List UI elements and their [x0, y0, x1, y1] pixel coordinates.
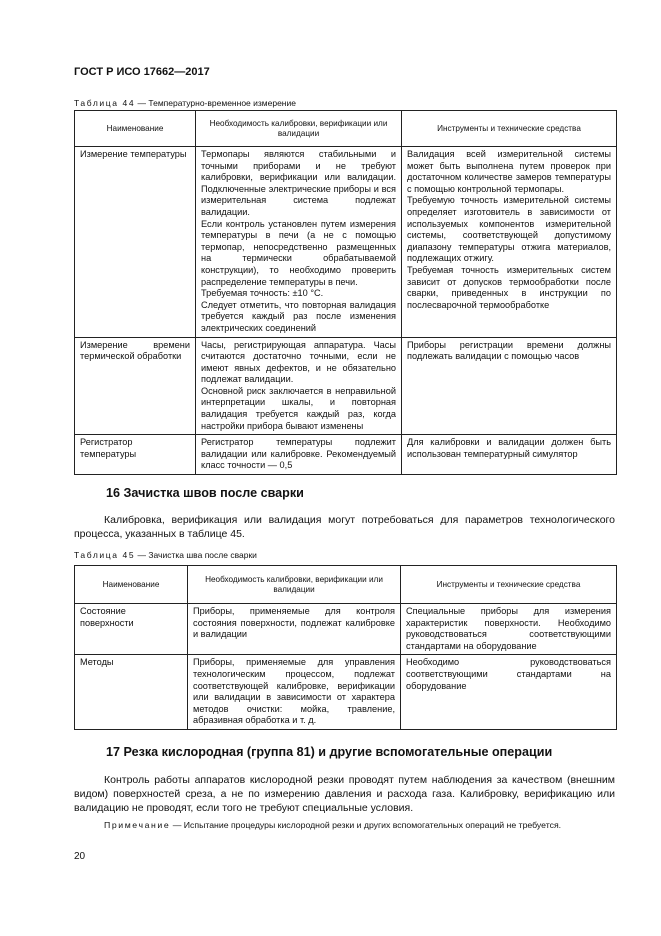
table45-caption-title: — Зачистка шва после сварки	[135, 550, 257, 560]
table45-header-tools: Инструменты и технические средства	[401, 566, 617, 604]
table44-caption	[74, 98, 296, 108]
section16-paragraph: Калибровка, верификация или валидация могут потребоваться для параметров технологического процесса, указанных в таблице 45.	[74, 514, 615, 540]
table44-row2-name: Измерение времени термической обработки	[75, 337, 196, 435]
cell-paragraph: Термопары являются стабильными и точными приборами и не требуют калибровки, верификации или валидации. Подключенные электрические приборы и вся измерительная система подлежат валидации.	[201, 149, 396, 217]
section17-note	[74, 819, 615, 831]
cell-paragraph: Специальные приборы для измерения характеристик поверхности. Необходимо руководствоваться соответствующими стандартами на оборудование	[406, 606, 611, 651]
cell-paragraph: Приборы регистрации времени должны подлежать валидации с помощью часов	[407, 339, 611, 362]
cell-paragraph: Для калибровки и валидации должен быть использован температурный симулятор	[407, 437, 611, 459]
cell-paragraph: Приборы, применяемые для управления технологическим процессом, подлежат соответствующей калибровке, верификации или валидации в зависимости от характера методов очистки: мойка, травление, абразивная обработка и т. д.	[193, 657, 395, 726]
table-row	[75, 655, 617, 730]
table44-header-need: Необходимость калибровки, верификации или валидации	[196, 111, 402, 147]
table45-row2-name: Методы	[75, 655, 188, 730]
cell-paragraph: Необходимо руководствоваться соответствующими стандартами на оборудование	[406, 657, 611, 691]
standard-header: ГОСТ Р ИСО 17662—2017	[74, 66, 210, 78]
table45-header-row	[75, 566, 617, 604]
table44-row1-name: Измерение температуры	[75, 147, 196, 338]
table45-header-name: Наименование	[75, 566, 188, 604]
table44-row1-tools	[402, 147, 617, 338]
table44-header-row	[75, 111, 617, 147]
table-row	[75, 604, 617, 655]
table44-row2-need	[196, 337, 402, 435]
cell-paragraph: Основной риск заключается в неправильной интерпретации шкалы, и повторная валидация требуется каждый раз, когда настройки прибора бывают изменены	[201, 385, 396, 431]
note-text: — Испытание процедуры кислородной резки и других вспомогательных операций не требуется.	[170, 820, 562, 830]
table44-header-tools: Инструменты и технические средства	[402, 111, 617, 147]
cell-paragraph: Следует отметить, что повторная валидация требуется каждый раз после изменения электрических соединений	[201, 299, 396, 333]
table-44	[74, 110, 617, 475]
table45-caption	[74, 550, 257, 560]
table45-row2-need	[188, 655, 401, 730]
table44-header-name: Наименование	[75, 111, 196, 147]
table44-row3-need	[196, 435, 402, 475]
table45-row1-tools	[401, 604, 617, 655]
table-45	[74, 565, 617, 730]
table44-row3-name: Регистратор температуры	[75, 435, 196, 475]
table44-caption-title: — Температурно-временное измерение	[135, 98, 296, 108]
cell-paragraph: Требуемая точность: ±10 °С.	[201, 288, 324, 299]
cell-paragraph: Требуемая точность измерительных систем зависит от допусков термообработки после сварки, приведенных в инструкции по послесварочной термообработке	[407, 264, 611, 310]
cell-paragraph: Регистратор температуры подлежит валидации или калибровке. Рекомендуемый класс точности — 0,5	[201, 437, 396, 471]
table44-caption-label: Таблица 44	[74, 98, 136, 108]
cell-paragraph: Требуемую точность измерительной системы определяет изготовитель в зависимости от используемых компонентов измерительной системы, соответствующей допустимому диапазону температуры отжига материалов, подлежащих отжигу.	[407, 195, 611, 264]
table45-row1-need	[188, 604, 401, 655]
note-label: Примечание	[104, 820, 171, 830]
cell-paragraph: Часы, регистрирующая аппаратура. Часы считаются достаточно точными, если не имеют явных дефектов, и не обязательно подлежат валидации.	[201, 339, 396, 385]
table-row	[75, 435, 617, 475]
section16-heading: 16 Зачистка швов после сварки	[106, 486, 304, 500]
section17-heading: 17 Резка кислородная (группа 81) и другие вспомогательные операции	[106, 745, 553, 759]
cell-paragraph: Валидация всей измерительной системы может быть выполнена путем проверок при достаточном количестве замеров температуры с помощью контрольной термопары.	[407, 149, 611, 194]
table44-row2-tools	[402, 337, 617, 435]
table45-header-need: Необходимость калибровки, верификации или валидации	[188, 566, 401, 604]
table45-caption-label: Таблица 45	[74, 550, 136, 560]
table45-row1-name: Состояние поверхности	[75, 604, 188, 655]
cell-paragraph: Если контроль установлен путем измерения температуры в печи (а не с помощью термопар, непосредственно размещенных на термически обрабатываемой конструкции), то необходимо проверить распределение температуры в печи.	[201, 218, 396, 287]
table-row	[75, 337, 617, 435]
table-row	[75, 147, 617, 338]
table44-row1-need	[196, 147, 402, 338]
cell-paragraph: Приборы, применяемые для контроля состояния поверхности, подлежат калибровке и валидации	[193, 606, 395, 640]
page-number: 20	[74, 851, 86, 862]
section17-paragraph: Контроль работы аппаратов кислородной резки проводят путем наблюдения за качеством (внешним видом) поверхностей среза, а не по измерению давления и расхода газа. Калибровку, верификацию или валидацию не проводят, если того не требуют специальные условия.	[74, 774, 615, 814]
table45-row2-tools	[401, 655, 617, 730]
table44-row3-tools	[402, 435, 617, 475]
